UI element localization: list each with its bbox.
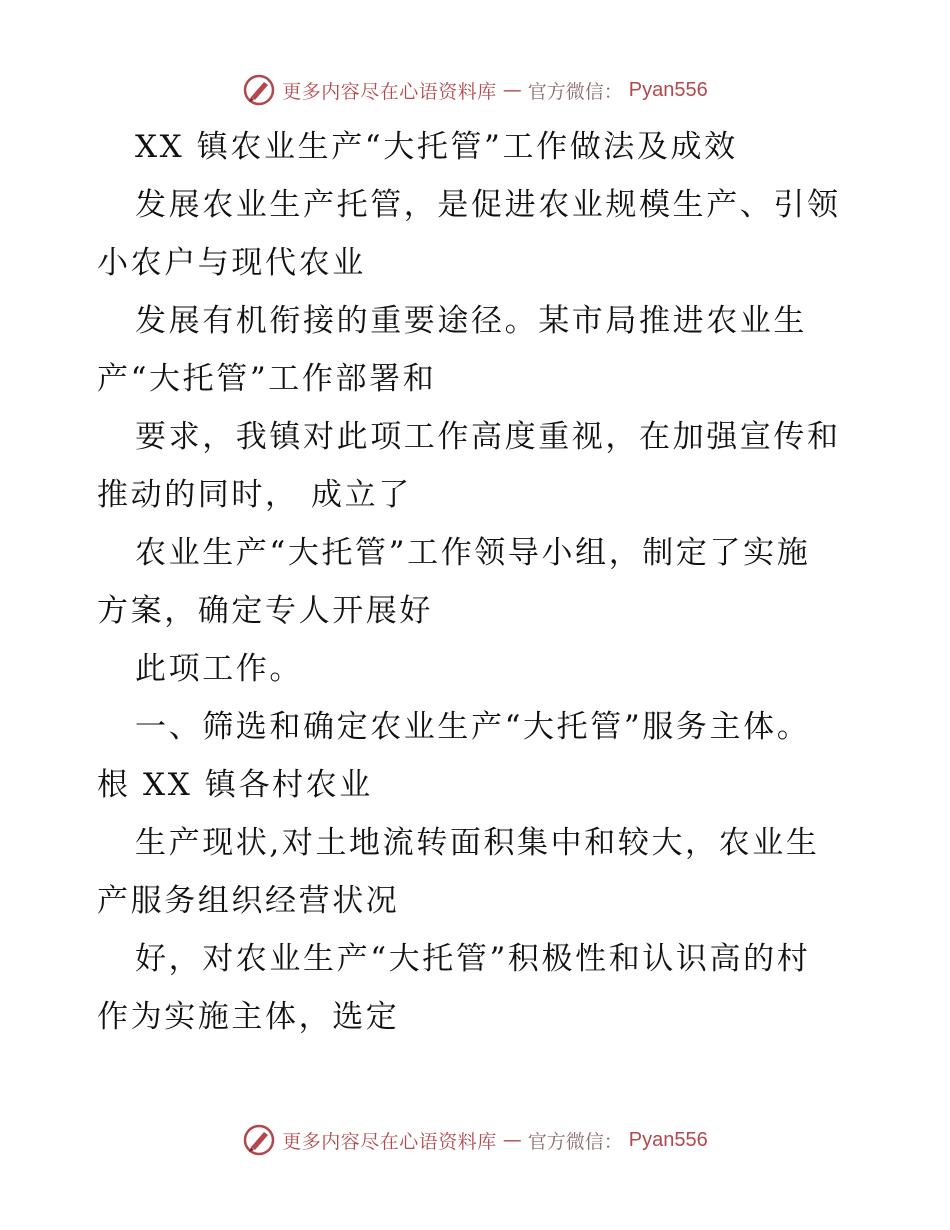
text-line: 方案，确定专人开展好: [97, 593, 433, 629]
document-body: [97, 118, 857, 1046]
banner-text: 更多内容尽在心语资料库: [282, 80, 497, 103]
section-heading-line: 一、筛选和确定农业生产“大托管”服务主体。: [135, 709, 811, 745]
text-line: 发展农业生产托管，是促进农业规模生产、引领: [135, 187, 841, 223]
banner-wechat-id: Pyan556: [628, 1128, 708, 1151]
text-line: 好，对农业生产“大托管”积极性和认识高的村: [135, 941, 811, 977]
pen-logo-icon: [242, 73, 276, 107]
text-line: 产服务组织经营状况: [97, 883, 400, 919]
header-banner: [0, 70, 950, 110]
banner-wechat-id: Pyan556: [628, 78, 708, 101]
text-line: 推动的同时， 成立了: [97, 477, 412, 513]
text-line: 发展有机衔接的重要途径。某市局推进农业生: [135, 303, 807, 339]
footer-banner: [0, 1120, 950, 1160]
banner-dash: —: [502, 1129, 522, 1151]
banner-text: 更多内容尽在心语资料库: [282, 1130, 497, 1153]
text-line: 小农户与现代农业: [97, 245, 366, 281]
text-line: 农业生产“大托管”工作领导小组，制定了实施: [135, 535, 811, 571]
text-line: 生产现状,对土地流转面积集中和较大，农业生: [135, 825, 820, 861]
text-line: 产“大托管”工作部署和: [97, 361, 437, 397]
text-line: 此项工作。: [135, 651, 303, 687]
text-line: 要求，我镇对此项工作高度重视，在加强宣传和: [135, 419, 841, 455]
text-line: 作为实施主体，选定: [97, 999, 400, 1035]
banner-wechat-label: 官方微信：: [527, 80, 623, 103]
text-line: 根 XX 镇各村农业: [97, 767, 373, 803]
pen-logo-icon: [242, 1123, 276, 1157]
banner-dash: —: [502, 79, 522, 101]
document-title: XX 镇农业生产“大托管”工作做法及成效: [135, 129, 738, 165]
banner-wechat-label: 官方微信：: [527, 1130, 623, 1153]
